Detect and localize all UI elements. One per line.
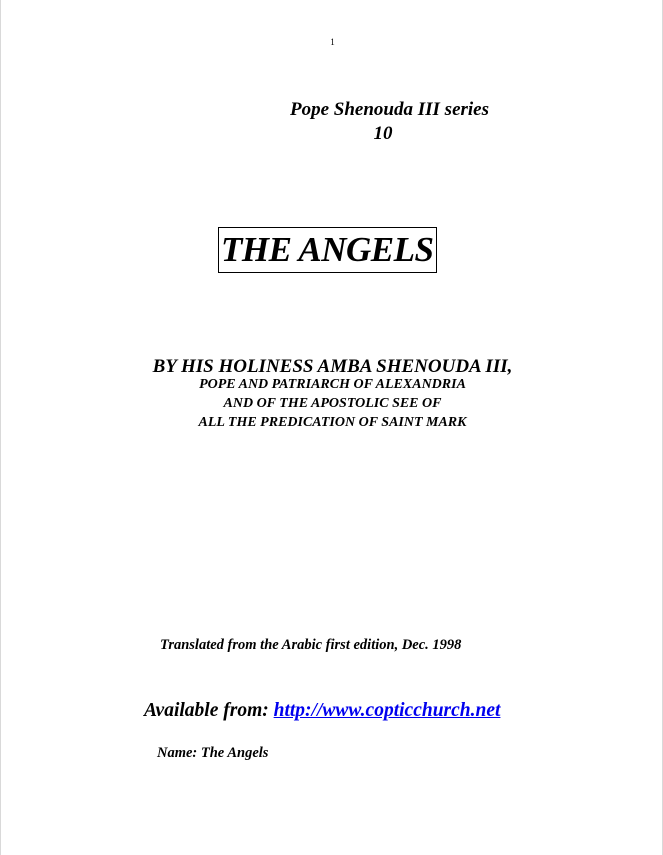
availability-line xyxy=(144,700,500,722)
author-line: BY HIS HOLINESS AMBA SHENOUDA III, xyxy=(152,356,513,377)
translation-note: Translated from the Arabic first edition, Dec. 1998 xyxy=(160,637,462,653)
series-title: Pope Shenouda III series xyxy=(290,99,489,120)
author-subtitle-line: POPE AND PATRIARCH OF ALEXANDRIA xyxy=(199,377,466,392)
book-title: THE ANGELS xyxy=(218,227,437,273)
name-line: Name: The Angels xyxy=(157,745,269,761)
author-subtitle-line: ALL THE PREDICATION OF SAINT MARK xyxy=(198,415,467,430)
author-subtitle-line: AND OF THE APOSTOLIC SEE OF xyxy=(223,396,442,411)
series-number: 10 xyxy=(373,123,393,144)
page-number: 1 xyxy=(330,37,335,47)
website-link[interactable]: http://www.copticchurch.net xyxy=(273,700,501,721)
availability-label: Available from: xyxy=(144,700,269,721)
